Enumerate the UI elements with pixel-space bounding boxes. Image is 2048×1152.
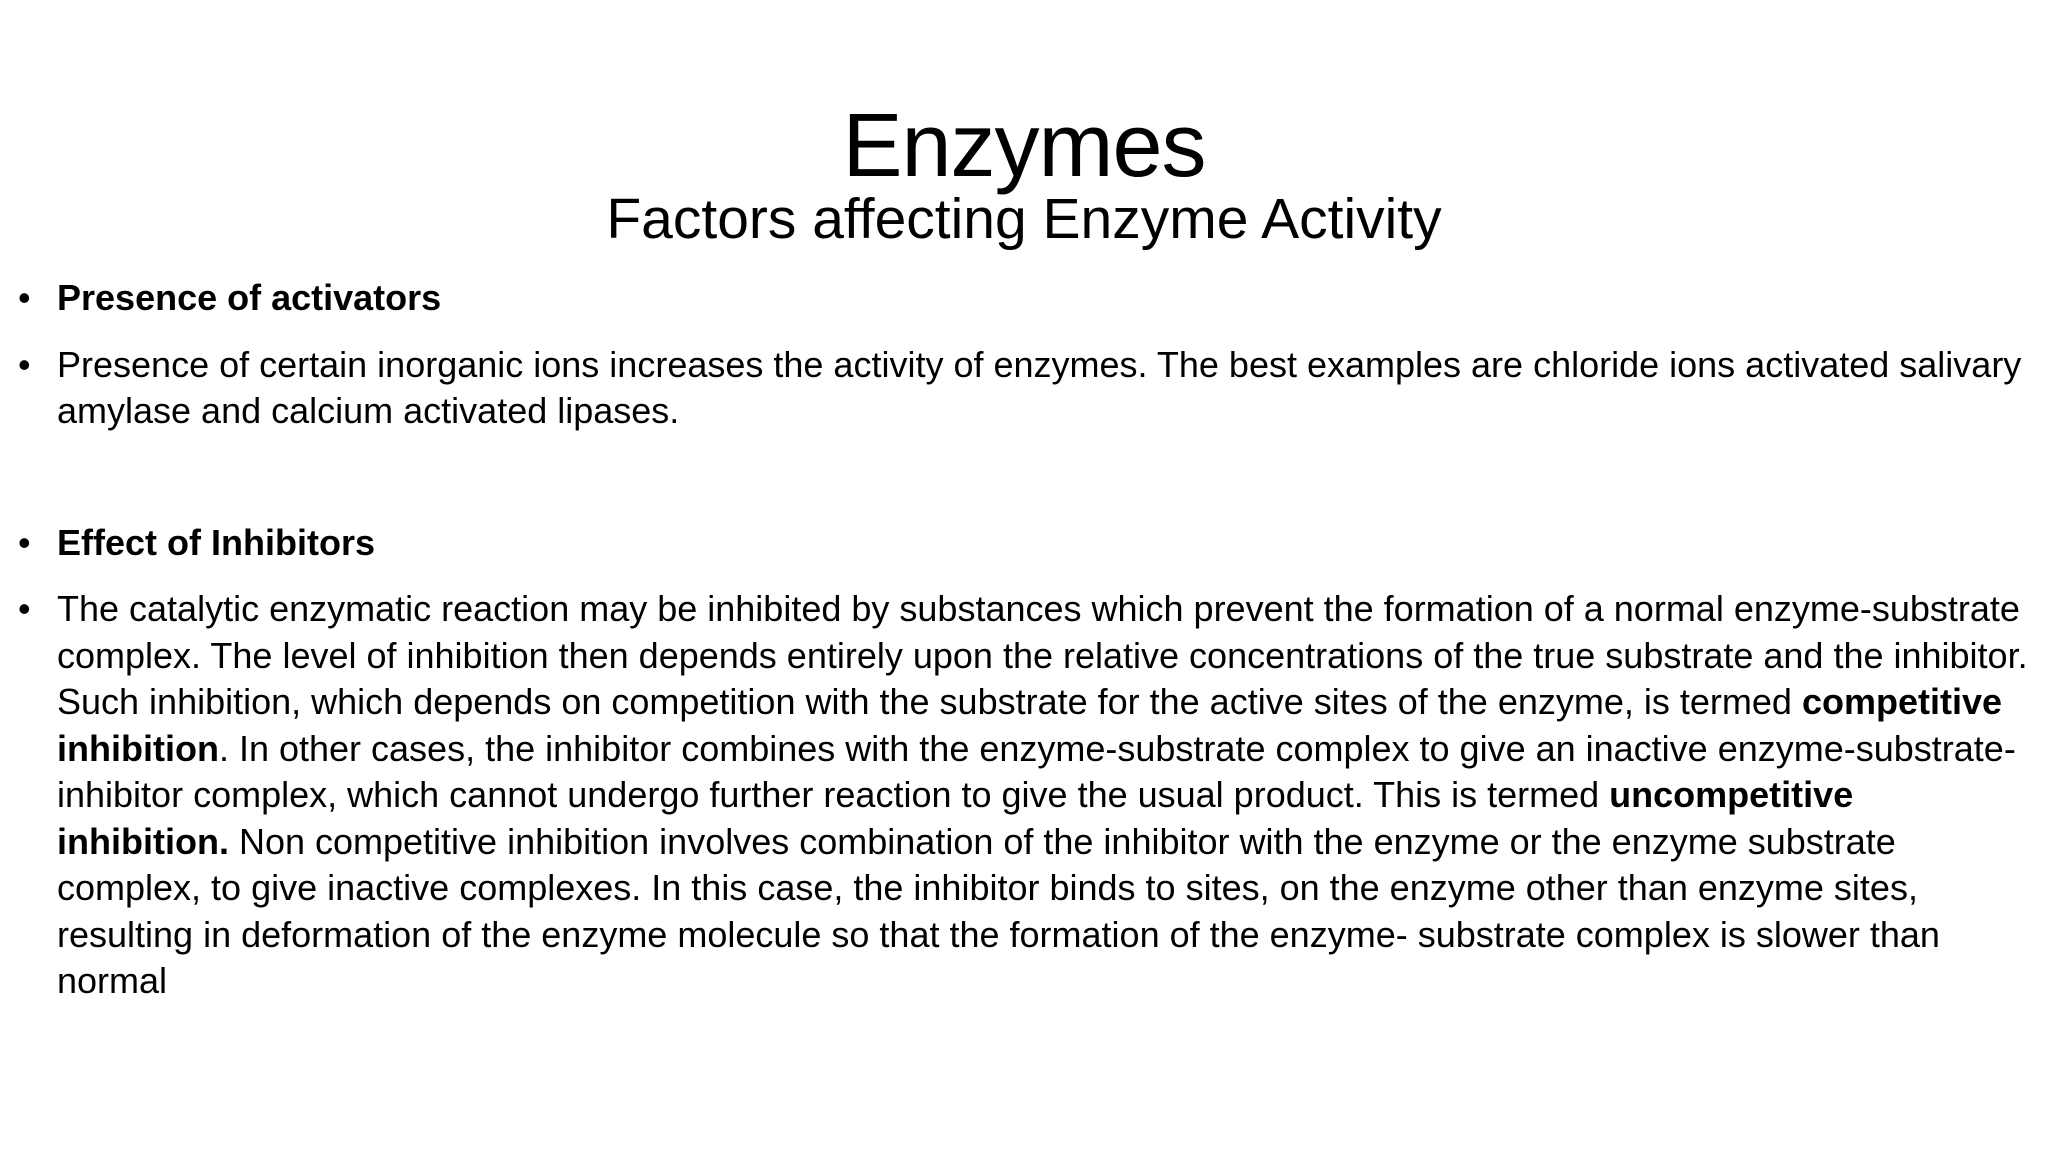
inhibition-text-part-2: . In other cases, the inhibitor combines with the enzyme-substrate complex to give an inactive enzyme-substrate-inhibitor complex, which cannot undergo further reaction to give the usual product. This is termed: [57, 727, 2016, 815]
inhibition-text-part-1: The catalytic enzymatic reaction may be inhibited by substances which prevent the formation of a normal enzyme-substrate complex. The level of inhibition then depends entirely upon the relative concentrations of the true substrate and the inhibitor. Such inhibition, which depends on competition with the substrate for the active sites of the enzyme, is termed: [57, 588, 2028, 722]
bullet-item-inhibitors-text: [0, 586, 2048, 1005]
bullet-heading: Presence of activators: [57, 277, 442, 318]
bullet-marker: •: [18, 521, 31, 563]
bullet-marker: •: [18, 588, 31, 629]
bullet-text: Presence of certain inorganic ions increases the activity of enzymes. The best examples are chloride ions activated salivary amylase and calcium activated lipases.: [57, 343, 2022, 431]
bullet-heading: Effect of Inhibitors: [57, 521, 375, 563]
term-competitive-inhibition: competitive inhibition: [57, 681, 2002, 769]
bullet-item-inhibitors-heading: [0, 520, 2048, 567]
bullet-marker: •: [18, 343, 31, 385]
slide-title: Enzymes: [842, 96, 1206, 196]
bullet-item-activators-text: [0, 342, 2048, 435]
slide-subtitle: Factors affecting Enzyme Activity: [606, 187, 1442, 251]
term-uncompetitive-inhibition: uncompetitive inhibition.: [57, 774, 1854, 862]
bullet-list: [0, 270, 2048, 1005]
bullet-item-activators-heading: [0, 275, 2048, 322]
inhibition-text-part-3: Non competitive inhibition involves combination of the inhibitor with the enzyme or the enzyme substrate complex, to give inactive complexes. In this case, the inhibitor binds to sites, on the enzyme other than enzyme sites, resulting in deformation of the enzyme molecule so that the formation of the enzyme- substrate complex is slower than normal: [57, 820, 1940, 1001]
bullet-marker: •: [18, 277, 31, 318]
